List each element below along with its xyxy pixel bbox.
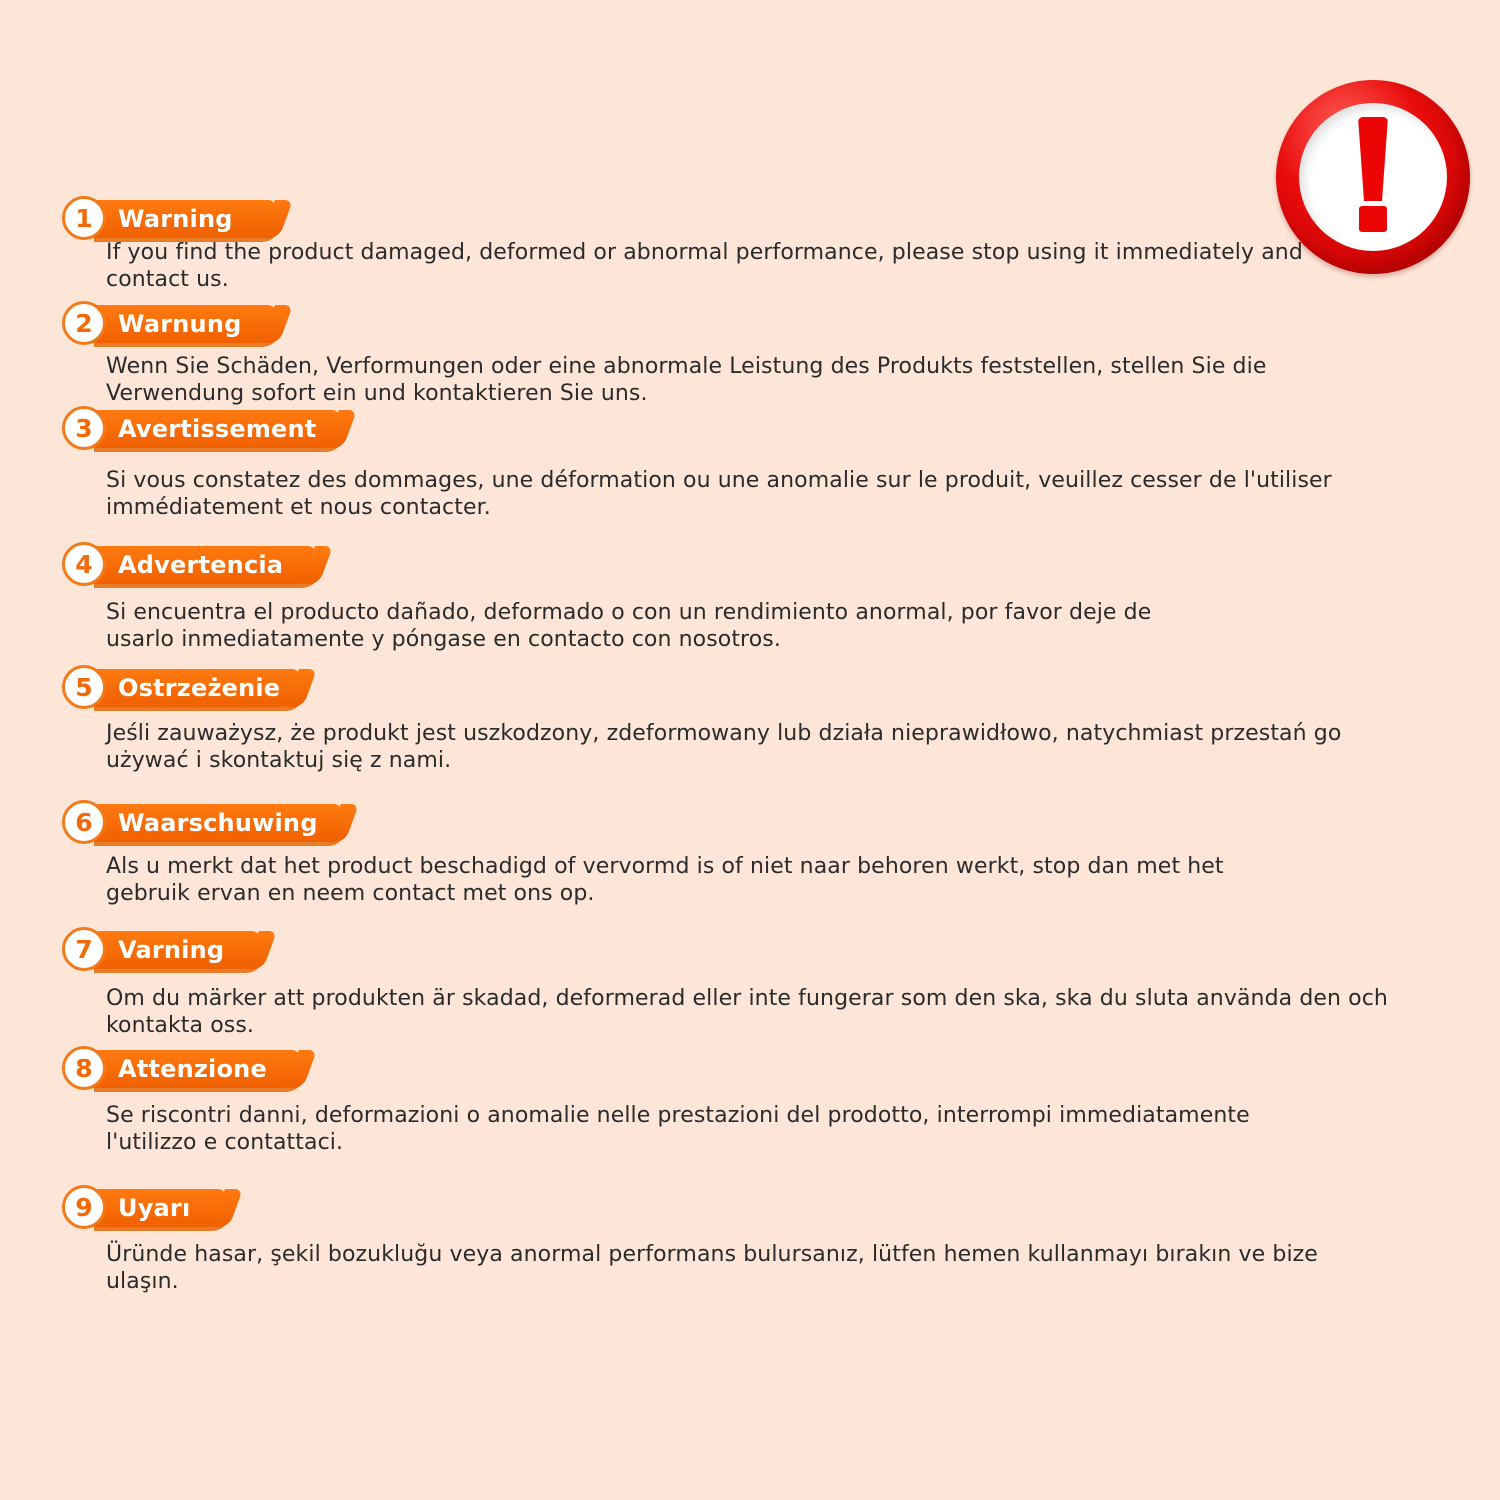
warning-item-italian <box>62 1046 1462 1155</box>
warning-item-polish <box>62 665 1462 773</box>
warning-title: Waarschuwing <box>118 809 318 837</box>
warning-title: Varning <box>118 936 225 964</box>
warning-number: 7 <box>62 927 106 971</box>
warning-number: 3 <box>62 406 106 450</box>
warning-item-turkish <box>62 1185 1462 1294</box>
warning-number: 8 <box>62 1046 106 1090</box>
warning-number: 9 <box>62 1185 106 1229</box>
warning-text: Om du märker att produkten är skadad, deformerad eller inte fungerar som den ska, ska du sluta använda den och kontakta oss. <box>106 986 1388 1038</box>
warning-number: 1 <box>62 196 106 240</box>
warning-number: 4 <box>62 542 106 586</box>
warning-title: Warnung <box>118 310 242 338</box>
warning-title: Avertissement <box>118 415 317 443</box>
warning-number: 5 <box>62 665 106 709</box>
warning-text: Als u merkt dat het product beschadigd of vervormd is of niet naar behoren werkt, stop dan met het gebruik ervan en neem contact met ons op. <box>106 854 1224 906</box>
exclamation-mark-icon <box>1276 80 1470 274</box>
warning-number: 2 <box>62 301 106 345</box>
warning-text: Se riscontri danni, deformazioni o anomalie nelle prestazioni del prodotto, interrompi immediatamente l'utilizzo e contattaci. <box>106 1103 1250 1155</box>
warning-item-french <box>62 406 1462 520</box>
warning-item-german <box>62 301 1462 406</box>
warning-text: If you find the product damaged, deformed or abnormal performance, please stop using it immediately and contact us. <box>106 240 1303 292</box>
warning-item-swedish <box>62 927 1462 1038</box>
warning-item-english <box>62 196 1462 292</box>
warning-text: Üründe hasar, şekil bozukluğu veya anormal performans bulursanız, lütfen hemen kullanmayı bırakın ve bize ulaşın. <box>106 1242 1318 1294</box>
warning-title: Advertencia <box>118 551 284 579</box>
exclamation-bar <box>1358 117 1388 201</box>
warning-text: Wenn Sie Schäden, Verformungen oder eine abnormale Leistung des Produkts feststellen, stellen Sie die Verwendung sofort ein und kontaktieren Sie uns. <box>106 354 1267 406</box>
warning-title: Warning <box>118 205 233 233</box>
warning-title: Uyarı <box>118 1194 191 1222</box>
warning-text: Si vous constatez des dommages, une déformation ou une anomalie sur le produit, veuillez cesser de l'utiliser immédiatement et nous contacter. <box>106 468 1332 520</box>
warning-title: Attenzione <box>118 1055 267 1083</box>
exclamation-inner-circle <box>1299 103 1447 251</box>
warning-item-dutch <box>62 800 1462 906</box>
warning-text: Si encuentra el producto dañado, deformado o con un rendimiento anormal, por favor deje de usarlo inmediatamente y póngase en contacto con nosotros. <box>106 600 1152 652</box>
warning-title: Ostrzeżenie <box>118 674 281 702</box>
warning-number: 6 <box>62 800 106 844</box>
exclamation-dot <box>1359 206 1387 232</box>
warning-item-spanish <box>62 542 1462 652</box>
warning-text: Jeśli zauważysz, że produkt jest uszkodzony, zdeformowany lub działa nieprawidłowo, natychmiast przestań go używać i skontaktuj się z nami. <box>106 721 1342 773</box>
